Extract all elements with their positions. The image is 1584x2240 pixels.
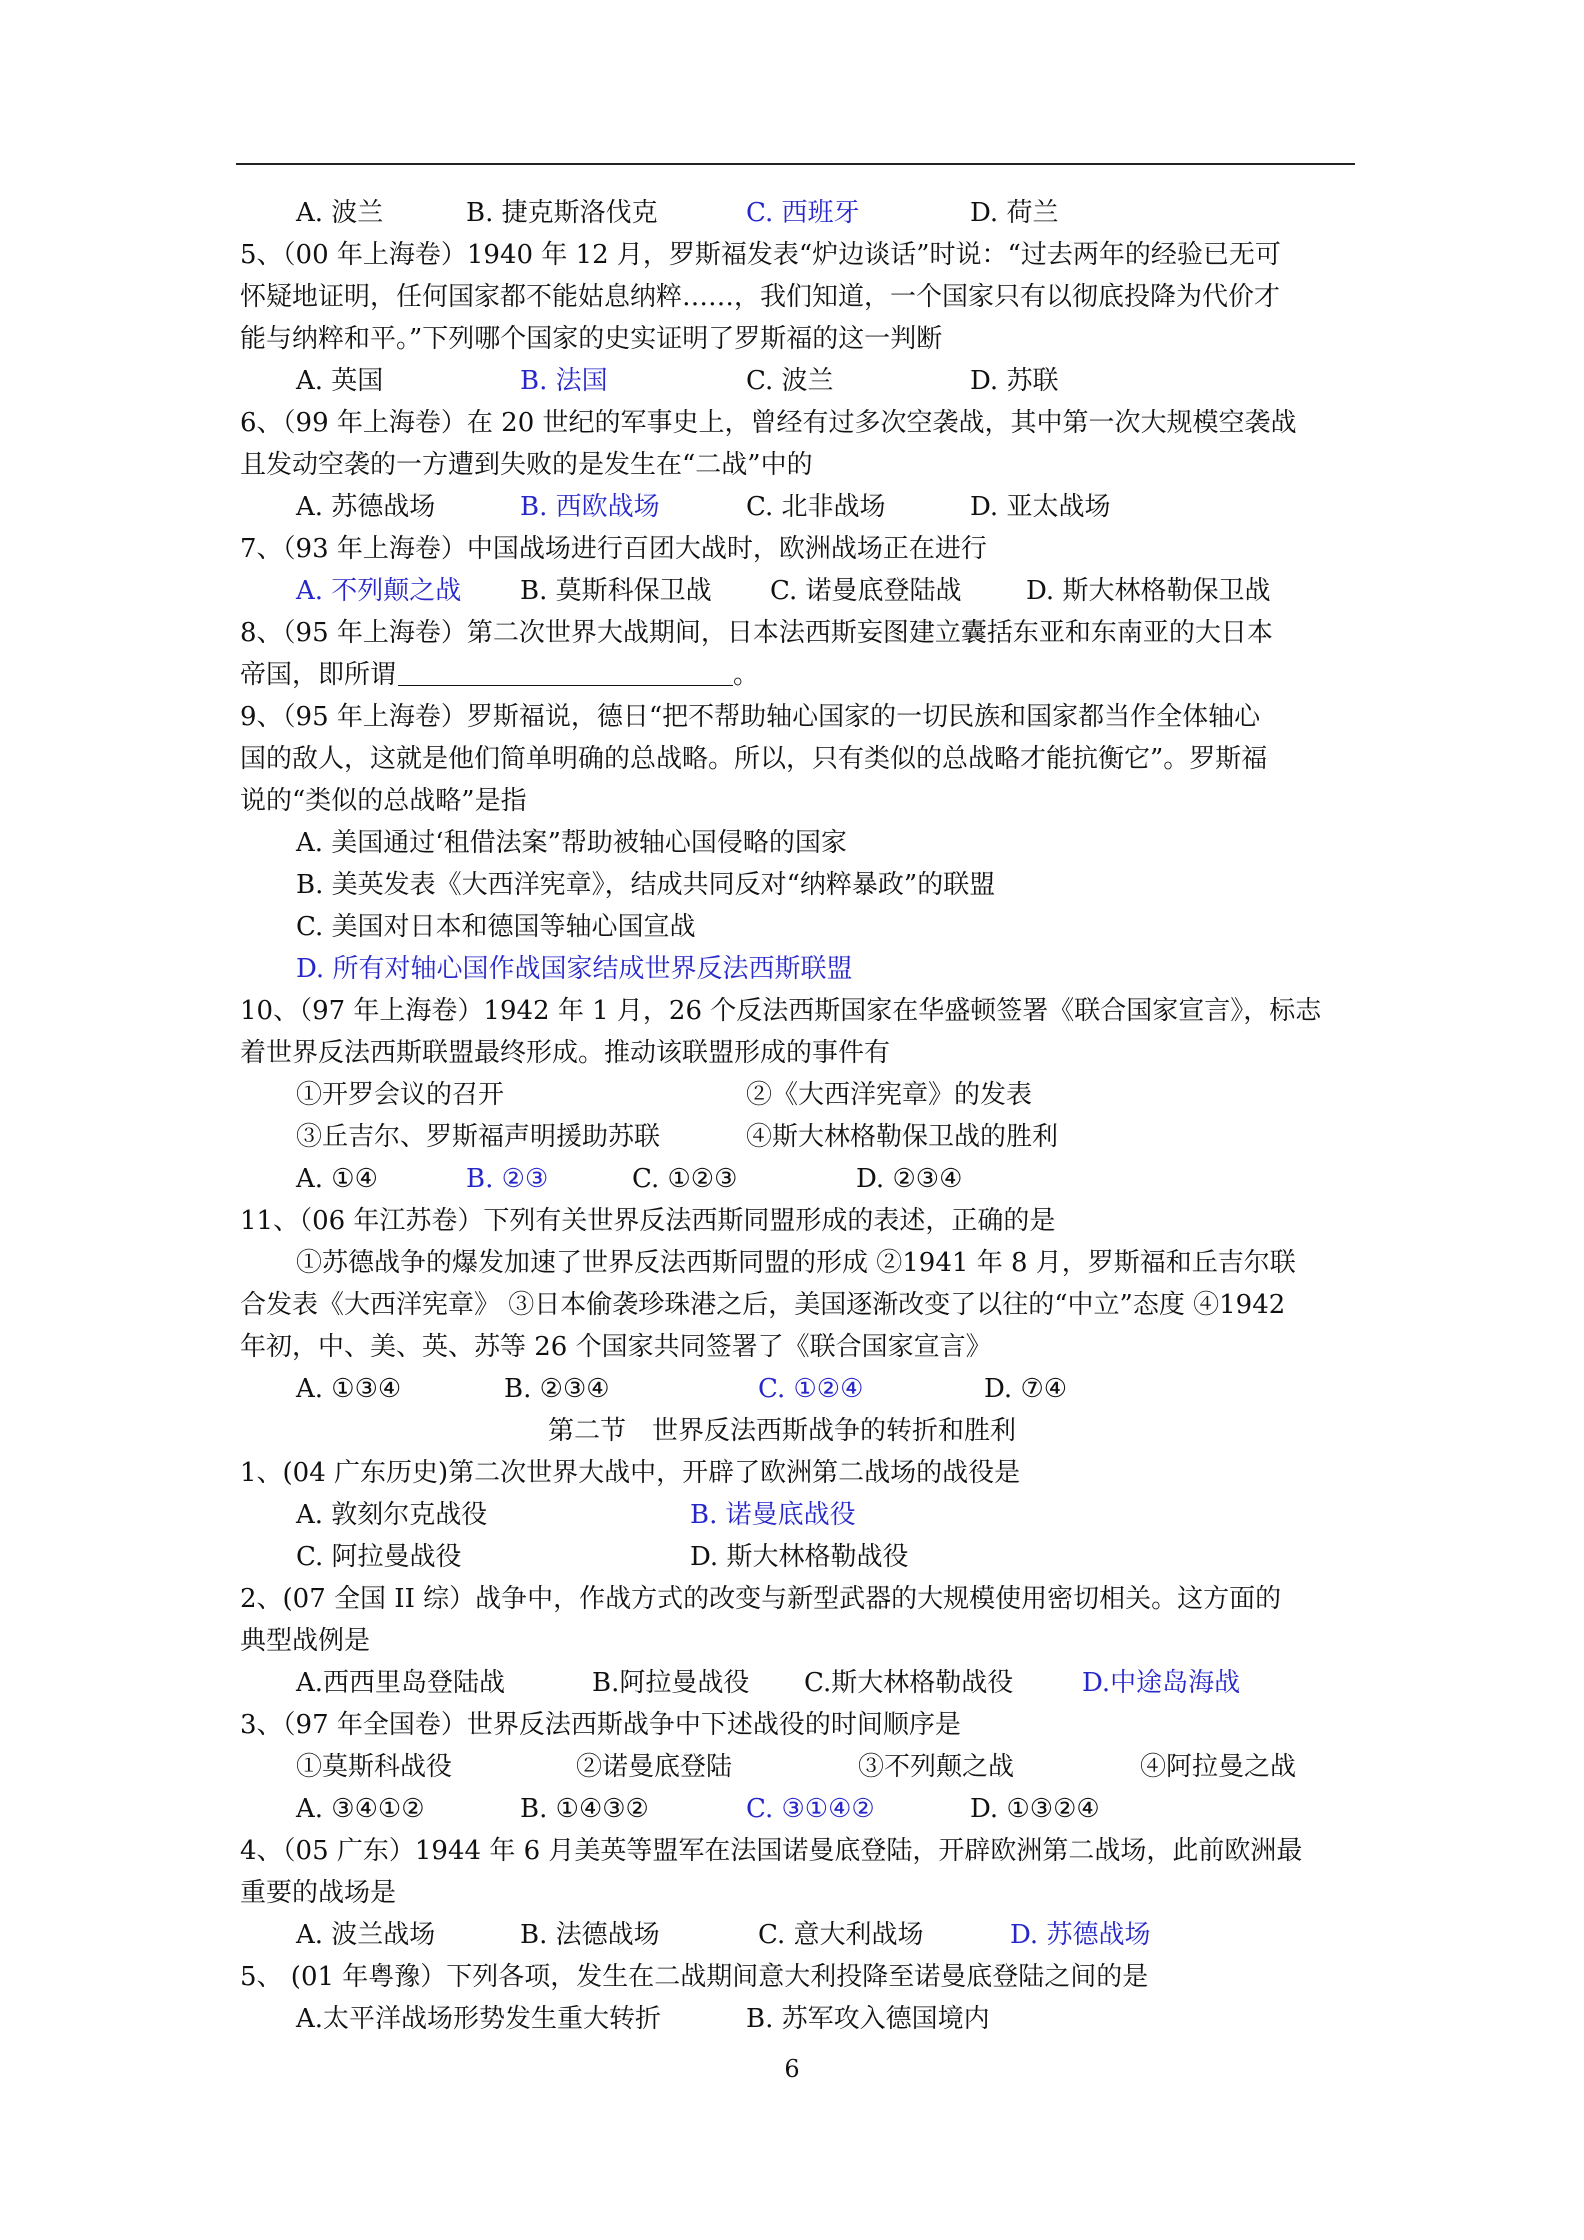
q6-option-b-answer: B. 西欧战场 — [520, 492, 660, 522]
q11-option-d: D. ⑦④ — [984, 1374, 1068, 1404]
q4-option-a: A. 波兰 — [296, 198, 384, 228]
q7-option-c: C. 诺曼底登陆战 — [770, 576, 962, 606]
s4-option-c: C. 意大利战场 — [758, 1920, 924, 1950]
q10-item-4: ④斯大林格勒保卫战的胜利 — [746, 1122, 1059, 1152]
s3-item-3: ③不列颠之战 — [858, 1752, 1015, 1782]
q10-option-c: C. ①②③ — [632, 1164, 738, 1194]
q6-option-a: A. 苏德战场 — [296, 492, 436, 522]
q11-statement-line1: ①苏德战争的爆发加速了世界反法西斯同盟的形成 ②1941 年 8 月，罗斯福和丘吉尔联 — [296, 1248, 1296, 1278]
s3-option-d: D. ①③②④ — [970, 1794, 1100, 1824]
q11-statement-line2: 合发表《大西洋宪章》 ③日本偷袭珍珠港之后，美国逐渐改变了以往的“中立”态度 ④1942 — [240, 1290, 1286, 1320]
q10-item-2: ②《大西洋宪章》的发表 — [746, 1080, 1033, 1110]
s3-item-2: ②诺曼底登陆 — [576, 1752, 733, 1782]
s3-item-1: ①莫斯科战役 — [296, 1752, 453, 1782]
q7-stem-line1: 7、（93 年上海卷）中国战场进行百团大战时，欧洲战场正在进行 — [240, 534, 987, 564]
s4-option-a: A. 波兰战场 — [296, 1920, 436, 1950]
q10-option-d: D. ②③④ — [856, 1164, 963, 1194]
q11-option-a: A. ①③④ — [296, 1374, 402, 1404]
q8-stem-line1: 8、（95 年上海卷）第二次世界大战期间，日本法西斯妄图建立囊括东亚和东南亚的大日本 — [240, 618, 1273, 648]
q11-option-c-answer: C. ①②④ — [758, 1374, 864, 1404]
q4-option-c-answer: C. 西班牙 — [746, 198, 860, 228]
q9-stem-line2: 国的敌人，这就是他们简单明确的总战略。所以，只有类似的总战略才能抗衡它”。罗斯福 — [240, 744, 1268, 774]
q9-option-d-answer: D. 所有对轴心国作战国家结成世界反法西斯联盟 — [296, 954, 853, 984]
q5-option-c: C. 波兰 — [746, 366, 834, 396]
q5-stem-line2: 怀疑地证明，任何国家都不能姑息纳粹……，我们知道，一个国家只有以彻底投降为代价才 — [240, 282, 1281, 312]
q6-option-c: C. 北非战场 — [746, 492, 886, 522]
s4-stem-line1: 4、（05 广东）1944 年 6 月美英等盟军在法国诺曼底登陆，开辟欧洲第二战场，此前欧洲最 — [240, 1836, 1303, 1866]
q5-option-b-answer: B. 法国 — [520, 366, 608, 396]
q11-option-b: B. ②③④ — [504, 1374, 610, 1404]
s2-option-d-answer: D.中途岛海战 — [1082, 1668, 1241, 1698]
q4-option-d: D. 荷兰 — [970, 198, 1059, 228]
s2-stem-line2: 典型战例是 — [240, 1626, 371, 1656]
s3-option-c-answer: C. ③①④② — [746, 1794, 875, 1824]
s3-stem-line1: 3、（97 年全国卷）世界反法西斯战争中下述战役的时间顺序是 — [240, 1710, 961, 1740]
q8-stem-text: 帝国，即所谓 — [240, 660, 397, 690]
q8-answer-blank[interactable] — [398, 659, 733, 686]
q4-option-b: B. 捷克斯洛伐克 — [466, 198, 658, 228]
q10-option-a: A. ①④ — [296, 1164, 378, 1194]
s4-stem-line2: 重要的战场是 — [240, 1878, 397, 1908]
q10-stem-line1: 10、（97 年上海卷）1942 年 1 月，26 个反法西斯国家在华盛顿签署《联合国家宣言》，标志 — [240, 996, 1322, 1026]
q5-option-a: A. 英国 — [296, 366, 384, 396]
s3-option-a: A. ③④①② — [296, 1794, 425, 1824]
q8-stem-line2 — [240, 658, 759, 692]
s5-option-b: B. 苏军攻入德国境内 — [746, 2004, 990, 2034]
q7-option-b: B. 莫斯科保卫战 — [520, 576, 712, 606]
q10-stem-line2: 着世界反法西斯联盟最终形成。推动该联盟形成的事件有 — [240, 1038, 891, 1068]
s4-option-d-answer: D. 苏德战场 — [1010, 1920, 1151, 1950]
s2-option-a: A.西西里岛登陆战 — [296, 1668, 506, 1698]
q9-option-c: C. 美国对日本和德国等轴心国宣战 — [296, 912, 696, 942]
q10-item-1: ①开罗会议的召开 — [296, 1080, 505, 1110]
s5-stem-line1: 5、 (01 年粤豫）下列各项，发生在二战期间意大利投降至诺曼底登陆之间的是 — [240, 1962, 1149, 1992]
s2-option-c: C.斯大林格勒战役 — [804, 1668, 1014, 1698]
q10-item-3: ③丘吉尔、罗斯福声明援助苏联 — [296, 1122, 661, 1152]
q10-option-b-answer: B. ②③ — [466, 1164, 549, 1194]
s1-option-a: A. 敦刻尔克战役 — [296, 1500, 488, 1530]
s5-option-a: A.太平洋战场形势发生重大转折 — [296, 2004, 662, 2034]
q6-stem-line1: 6、（99 年上海卷）在 20 世纪的军事史上，曾经有过多次空袭战，其中第一次大规模空袭战 — [240, 408, 1297, 438]
q9-option-a: A. 美国通过‘租借法案”帮助被轴心国侵略的国家 — [296, 828, 847, 858]
q5-stem-line1: 5、（00 年上海卷）1940 年 12 月，罗斯福发表“炉边谈话”时说：“过去两年的经验已无可 — [240, 240, 1281, 270]
q5-option-d: D. 苏联 — [970, 366, 1059, 396]
q7-option-a-answer: A. 不列颠之战 — [296, 576, 462, 606]
q6-stem-line2: 且发动空袭的一方遭到失败的是发生在“二战”中的 — [240, 450, 813, 480]
q8-stem-end: 。 — [733, 660, 760, 690]
s4-option-b: B. 法德战场 — [520, 1920, 660, 1950]
s3-item-4: ④阿拉曼之战 — [1140, 1752, 1297, 1782]
s1-option-c: C. 阿拉曼战役 — [296, 1542, 462, 1572]
section-title: 第二节 世界反法西斯战争的转折和胜利 — [548, 1416, 1017, 1446]
q9-option-b: B. 美英发表《大西洋宪章》，结成共同反对“纳粹暴政”的联盟 — [296, 870, 996, 900]
s2-stem-line1: 2、(07 全国 II 综）战争中，作战方式的改变与新型武器的大规模使用密切相关。这方面的 — [240, 1584, 1282, 1614]
q11-statement-line3: 年初，中、美、英、苏等 26 个国家共同签署了《联合国家宣言》 — [240, 1332, 992, 1362]
s3-option-b: B. ①④③② — [520, 1794, 649, 1824]
s1-option-d: D. 斯大林格勒战役 — [690, 1542, 909, 1572]
page-number: 6 — [784, 2055, 800, 2083]
q9-stem-line3: 说的“类似的总战略”是指 — [240, 786, 527, 816]
header-rule — [236, 163, 1355, 165]
q11-stem-line1: 11、（06 年江苏卷）下列有关世界反法西斯同盟形成的表述，正确的是 — [240, 1206, 1056, 1236]
q7-option-d: D. 斯大林格勒保卫战 — [1026, 576, 1271, 606]
q6-option-d: D. 亚太战场 — [970, 492, 1111, 522]
q9-stem-line1: 9、（95 年上海卷）罗斯福说，德日“把不帮助轴心国家的一切民族和国家都当作全体轴心 — [240, 702, 1261, 732]
s2-option-b: B.阿拉曼战役 — [592, 1668, 750, 1698]
q5-stem-line3: 能与纳粹和平。”下列哪个国家的史实证明了罗斯福的这一判断 — [240, 324, 943, 354]
s1-option-b-answer: B. 诺曼底战役 — [690, 1500, 856, 1530]
s1-stem-line1: 1、(04 广东历史)第二次世界大战中，开辟了欧洲第二战场的战役是 — [240, 1458, 1021, 1488]
